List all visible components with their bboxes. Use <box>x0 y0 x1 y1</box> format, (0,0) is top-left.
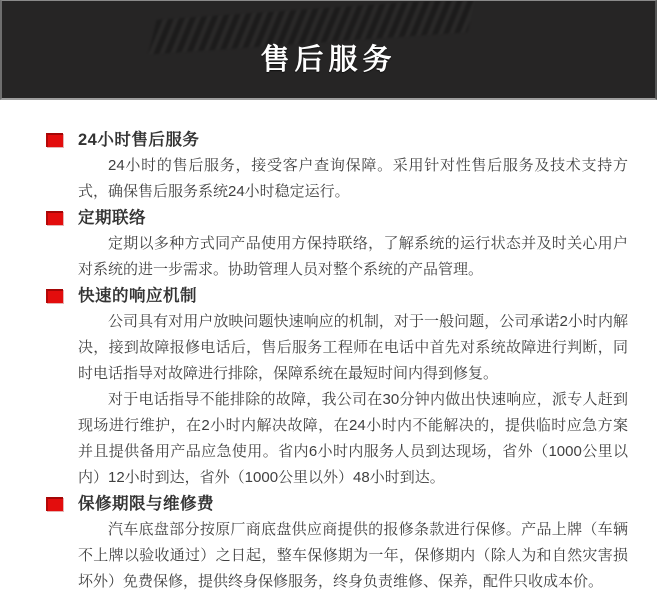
paragraph: 定期以多种方式同产品使用方保持联络，了解系统的运行状态并及时关心用户对系统的进一步需求。协助管理人员对整个系统的产品管理。 <box>78 235 628 278</box>
red-square-bullet-icon <box>46 497 63 511</box>
section-body <box>78 231 628 283</box>
title-banner <box>0 0 657 100</box>
section-rapid-response <box>46 283 628 491</box>
section-heading: 保修期限与维修费 <box>78 495 214 513</box>
section-body <box>78 153 628 205</box>
content-area <box>0 100 657 595</box>
section-heading: 快速的响应机制 <box>78 287 197 305</box>
paragraph: 24小时的售后服务，接受客户查询保障。采用针对性售后服务及技术支持方式，确保售后服务系统24小时稳定运行。 <box>78 157 628 200</box>
section-warranty-fees <box>46 491 628 595</box>
section-heading: 24小时售后服务 <box>78 131 200 149</box>
section-regular-contact <box>46 205 628 283</box>
section-24h-service <box>46 127 628 205</box>
section-heading-row <box>46 127 628 153</box>
section-heading-row <box>46 205 628 231</box>
section-body <box>78 517 628 595</box>
red-square-bullet-icon <box>46 211 63 225</box>
section-heading-row <box>46 283 628 309</box>
section-heading: 定期联络 <box>78 209 146 227</box>
paragraph: 汽车底盘部分按原厂商底盘供应商提供的报修条款进行保修。产品上牌（车辆不上牌以验收通过）之日起，整车保修期为一年，保修期内（除人为和自然灾害损坏外）免费保修，提供终身保修服务，终身负责维修、保养，配件只收成本价。 <box>78 521 628 590</box>
section-body <box>78 309 628 491</box>
red-square-bullet-icon <box>46 133 63 147</box>
red-square-bullet-icon <box>46 289 63 303</box>
paragraph: 对于电话指导不能排除的故障，我公司在30分钟内做出快速响应，派专人赶到现场进行维护，在2小时内解决故障，在24小时内不能解决的，提供临时应急方案并且提供备用产品应急使用。省内6小时内服务人员到达现场，省外（1000公里以内）12小时到达，省外（1000公里以外）48小时到达。 <box>78 391 628 486</box>
section-heading-row <box>46 491 628 517</box>
paragraph: 公司具有对用户放映问题快速响应的机制，对于一般问题，公司承诺2小时内解决，接到故障报修电话后，售后服务工程师在电话中首先对系统故障进行判断，同时电话指导对故障进行排除，保障系统在最短时间内得到修复。 <box>78 313 628 382</box>
page-title: 售后服务 <box>260 44 397 76</box>
